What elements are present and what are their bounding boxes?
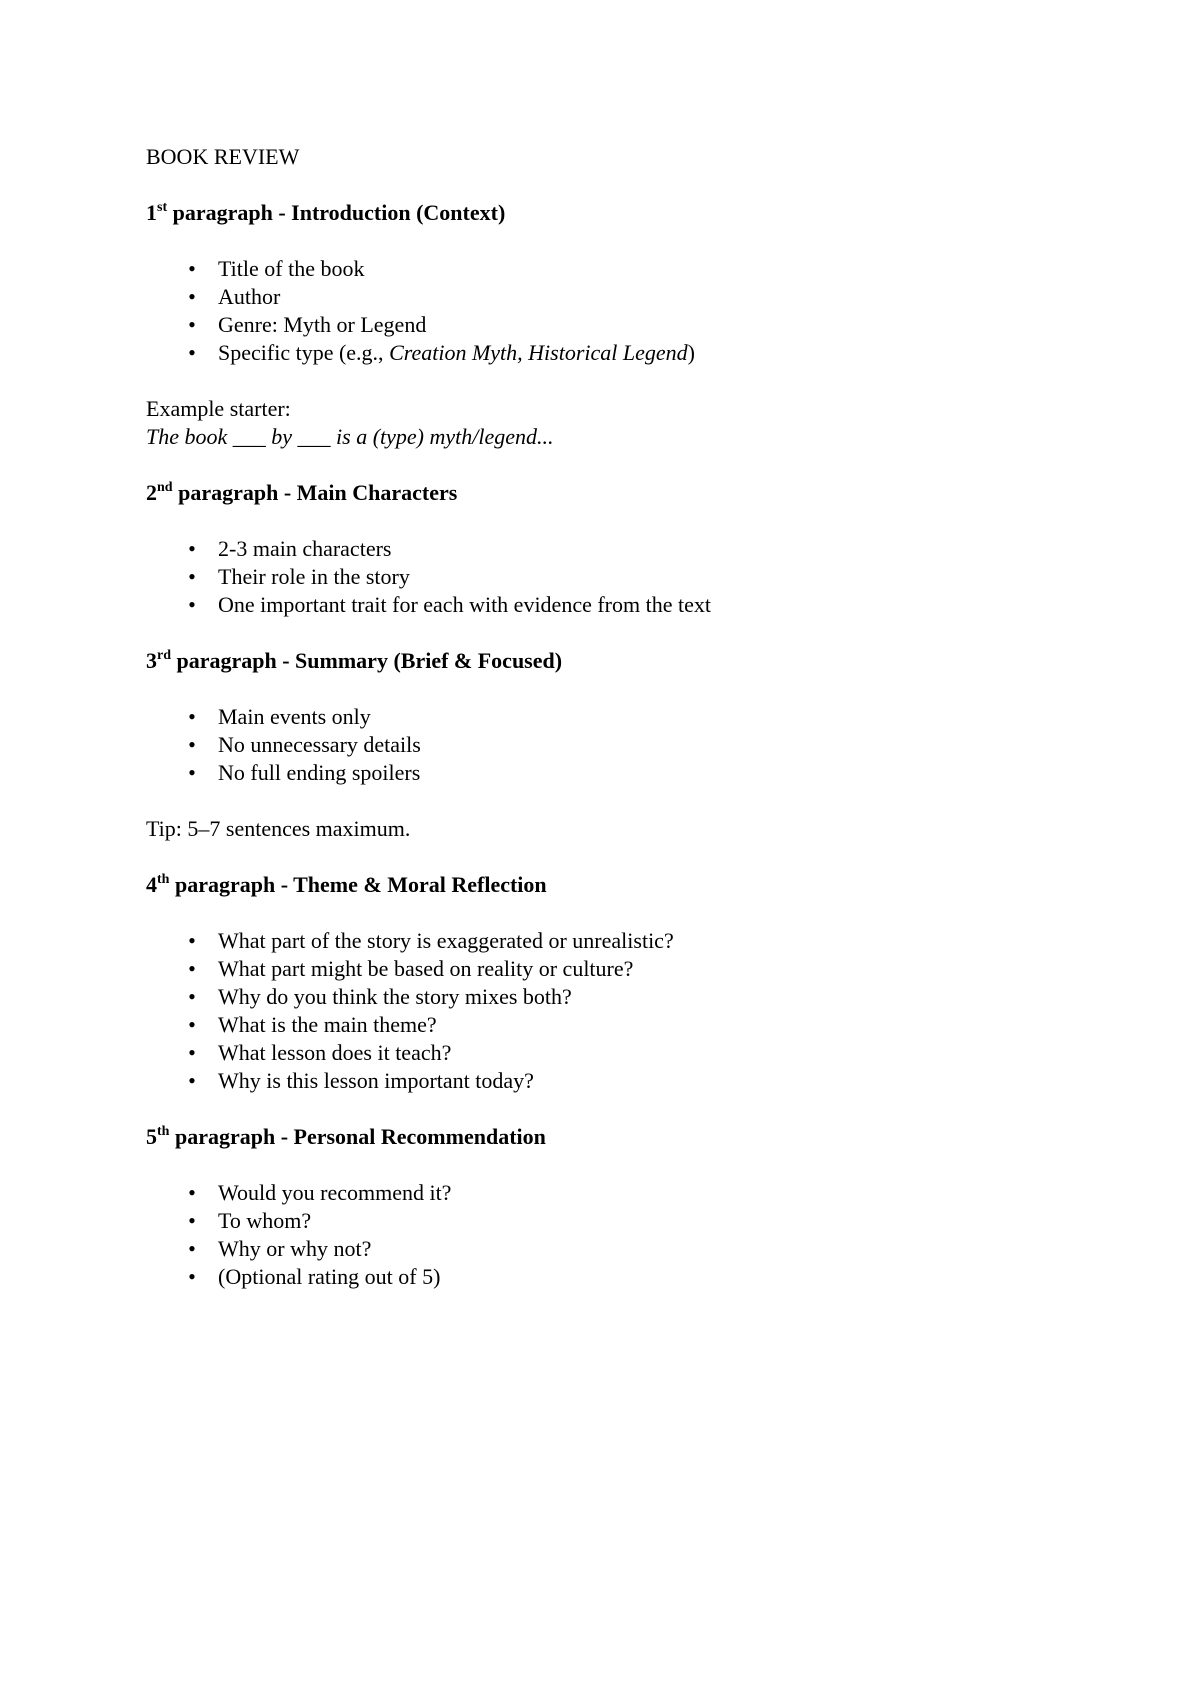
bullet-icon: • [188, 284, 196, 309]
section-5-number: 5 [146, 1124, 157, 1149]
list-item: • Would you recommend it? [146, 1179, 1106, 1207]
section-3-title: paragraph - Summary (Brief & Focused) [171, 648, 563, 673]
bullet-icon: • [188, 1068, 196, 1093]
list-item: • What is the main theme? [146, 1011, 1106, 1039]
section-4-title: paragraph - Theme & Moral Reflection [169, 872, 547, 897]
section-1-number: 1 [146, 200, 157, 225]
bullet-icon: • [188, 256, 196, 281]
section-2-title: paragraph - Main Characters [172, 480, 458, 505]
list-item: • (Optional rating out of 5) [146, 1263, 1106, 1291]
section-5-list [146, 1179, 1106, 1291]
bullet-icon: • [188, 1040, 196, 1065]
section-2-list [146, 535, 1106, 619]
example-label: Example starter: [146, 396, 291, 421]
list-item: • One important trait for each with evidence from the text [146, 591, 1106, 619]
section-1-ordinal: st [157, 200, 168, 215]
list-item: • Why is this lesson important today? [146, 1067, 1106, 1095]
section-4-number: 4 [146, 872, 157, 897]
list-item: • Main events only [146, 703, 1106, 731]
section-5-ordinal: th [157, 1124, 170, 1139]
section-1-title: paragraph - Introduction (Context) [167, 200, 506, 225]
bullet-icon: • [188, 1264, 196, 1289]
list-item: • Why or why not? [146, 1235, 1106, 1263]
list-item: • To whom? [146, 1207, 1106, 1235]
bullet-icon: • [188, 312, 196, 337]
bullet-icon: • [188, 1012, 196, 1037]
list-item: • Author [146, 283, 1106, 311]
section-5-title: paragraph - Personal Recommendation [169, 1124, 546, 1149]
example-types: Creation Myth, Historical Legend [389, 340, 688, 365]
section-4-heading [146, 871, 1106, 899]
section-5-heading [146, 1123, 1106, 1151]
document-title: BOOK REVIEW [146, 144, 300, 169]
list-item: • Their role in the story [146, 563, 1106, 591]
bullet-icon: • [188, 704, 196, 729]
bullet-icon: • [188, 956, 196, 981]
bullet-icon: • [188, 564, 196, 589]
section-2-number: 2 [146, 480, 157, 505]
bullet-icon: • [188, 592, 196, 617]
list-item: • What part might be based on reality or culture? [146, 955, 1106, 983]
example-starter: The book ___ by ___ is a (type) myth/legend... [146, 424, 554, 449]
section-3-number: 3 [146, 648, 157, 673]
bullet-icon: • [188, 760, 196, 785]
bullet-icon: • [188, 340, 196, 365]
list-item: • What lesson does it teach? [146, 1039, 1106, 1067]
bullet-icon: • [188, 1236, 196, 1261]
section-2-heading [146, 479, 1106, 507]
section-2-ordinal: nd [157, 480, 173, 495]
section-1-list [146, 255, 1106, 367]
list-item: • Why do you think the story mixes both? [146, 983, 1106, 1011]
document-page [146, 143, 1106, 1291]
bullet-icon: • [188, 1208, 196, 1233]
summary-tip: Tip: 5–7 sentences maximum. [146, 816, 411, 841]
section-4-ordinal: th [157, 872, 170, 887]
bullet-icon: • [188, 536, 196, 561]
list-item: • No unnecessary details [146, 731, 1106, 759]
bullet-icon: • [188, 984, 196, 1009]
list-item: • Genre: Myth or Legend [146, 311, 1106, 339]
section-3-ordinal: rd [157, 648, 171, 663]
bullet-icon: • [188, 1180, 196, 1205]
section-3-heading [146, 647, 1106, 675]
list-item: • Title of the book [146, 255, 1106, 283]
list-item: • Specific type (e.g., Creation Myth, Historical Legend) [146, 339, 1106, 367]
list-item: • 2-3 main characters [146, 535, 1106, 563]
bullet-icon: • [188, 732, 196, 757]
bullet-icon: • [188, 928, 196, 953]
list-item: • What part of the story is exaggerated or unrealistic? [146, 927, 1106, 955]
section-4-list [146, 927, 1106, 1095]
section-1-heading [146, 199, 1106, 227]
section-3-list [146, 703, 1106, 787]
list-item: • No full ending spoilers [146, 759, 1106, 787]
